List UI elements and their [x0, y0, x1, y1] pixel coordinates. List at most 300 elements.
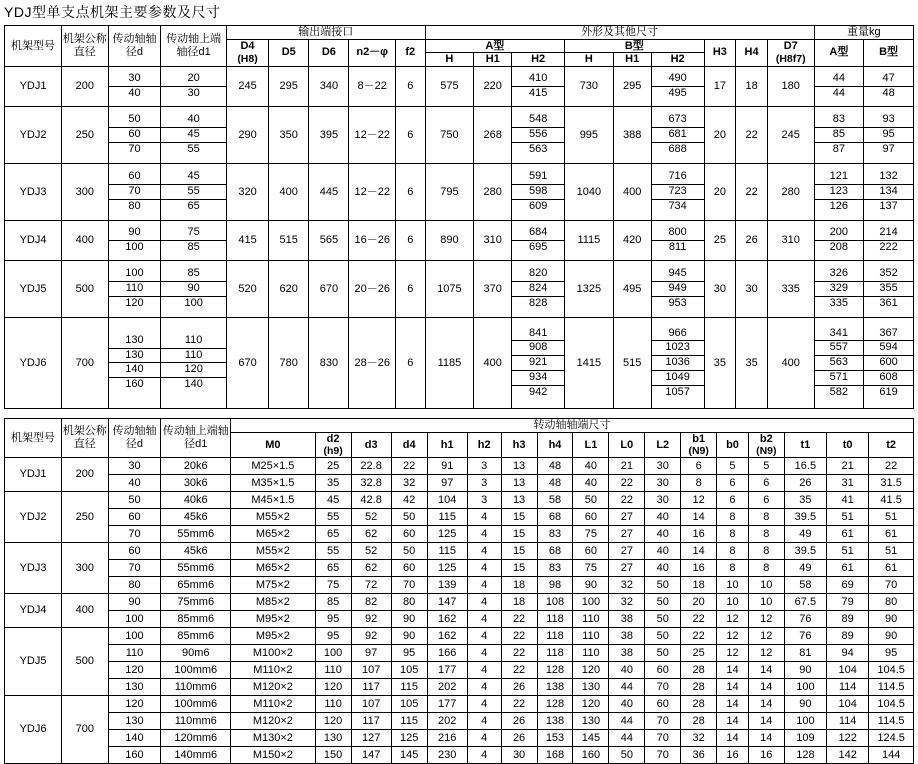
table-row [5, 317, 914, 408]
stack-value: 609 [528, 199, 548, 212]
l0-cell: 21 [609, 458, 645, 475]
th-d5: D5 [269, 39, 309, 66]
stack-value: 120 [125, 296, 144, 309]
l2-cell: 70 [645, 713, 681, 730]
frame-type-cell: YDJ5 [5, 260, 62, 317]
upper-shaft-dia-cell: 75mm6 [161, 594, 231, 611]
b-h2-cell [651, 106, 704, 163]
l1-cell: 120 [573, 696, 609, 713]
m0-cell: M130×2 [231, 730, 316, 747]
d2-cell: 65 [315, 560, 351, 577]
d4-cell: 50 [391, 543, 427, 560]
stack-value: 160 [125, 378, 144, 391]
d7-cell: 245 [767, 106, 814, 163]
t1-cell: 49 [784, 526, 826, 543]
b0-cell: 8 [717, 509, 749, 526]
b1-cell: 28 [681, 713, 717, 730]
d5-cell: 780 [269, 317, 309, 408]
t0-cell: 61 [827, 560, 869, 577]
nominal-dia-cell: 700 [62, 317, 108, 408]
stack-value: 828 [528, 296, 548, 309]
stack-value: 95 [864, 128, 913, 143]
l0-cell: 38 [609, 645, 645, 662]
b1-cell: 14 [681, 509, 717, 526]
table-row [5, 66, 914, 106]
table-row [5, 163, 914, 220]
upper-shaft-dia-cell [161, 220, 227, 260]
n2-cell: 28－26 [349, 317, 395, 408]
weight-a-cell [814, 220, 864, 260]
h4-cell: 108 [537, 594, 573, 611]
stack-value: 355 [864, 282, 913, 297]
m0-cell: M25×1.5 [231, 458, 316, 475]
d4-cell: 125 [391, 730, 427, 747]
t1-cell: 100 [784, 713, 826, 730]
upper-shaft-dia-cell: 65mm6 [161, 577, 231, 594]
th2-frame-type: 机架型号 [5, 418, 62, 457]
t2-cell: 31.5 [869, 475, 914, 492]
d6-cell: 670 [309, 260, 349, 317]
b1-cell: 12 [681, 492, 717, 509]
d3-cell: 92 [351, 628, 391, 645]
upper-shaft-dia-cell [161, 106, 227, 163]
l0-cell: 27 [609, 543, 645, 560]
l0-cell: 22 [609, 475, 645, 492]
stack-value: 594 [864, 341, 913, 356]
h2-cell: 4 [467, 577, 501, 594]
stack-value: 93 [864, 113, 913, 128]
stack-value: 47 [864, 72, 913, 87]
shaft-dia-cell: 60 [108, 509, 161, 526]
frame-type-cell: YDJ2 [5, 106, 62, 163]
th2-b0: b0 [717, 432, 749, 458]
stack-value: 734 [668, 199, 687, 212]
t1-cell: 39.5 [784, 509, 826, 526]
l0-cell: 38 [609, 628, 645, 645]
h4-cell: 68 [537, 509, 573, 526]
weight-a-cell [814, 106, 864, 163]
a-h-cell: 1075 [425, 260, 474, 317]
th2-d2-tol: (h9) [323, 445, 343, 458]
stack-value: 600 [864, 356, 913, 371]
shaft-dia-cell: 40 [108, 475, 161, 492]
d3-cell: 42.8 [351, 492, 391, 509]
h4-cell: 98 [537, 577, 573, 594]
d5-cell: 515 [269, 220, 309, 260]
frame-type-cell: YDJ5 [5, 628, 62, 696]
t0-cell: 122 [827, 730, 869, 747]
frame-type-cell: YDJ1 [5, 458, 62, 492]
upper-shaft-dia-cell: 45k6 [161, 543, 231, 560]
l2-cell: 40 [645, 509, 681, 526]
d5-cell: 400 [269, 163, 309, 220]
th2-h3: h3 [501, 432, 537, 458]
d3-cell: 117 [351, 713, 391, 730]
table-row [5, 730, 914, 747]
stack-value: 824 [512, 282, 564, 297]
t2-cell: 41.5 [869, 492, 914, 509]
t2-cell: 124.5 [869, 730, 914, 747]
stack-value: 70 [109, 185, 161, 200]
page-title: YDJ型单支点机架主要参数及尺寸 [4, 4, 221, 20]
shaft-dia-cell: 50 [108, 492, 161, 509]
m0-cell: M65×2 [231, 526, 316, 543]
d4-cell: 105 [391, 662, 427, 679]
stack-value: 352 [864, 267, 913, 282]
th-type-a: A型 [425, 39, 564, 53]
b-h-cell: 995 [565, 106, 614, 163]
d4-cell: 90 [391, 611, 427, 628]
upper-shaft-dia-cell: 40k6 [161, 492, 231, 509]
t1-cell: 90 [784, 696, 826, 713]
d4-cell: 50 [391, 509, 427, 526]
l1-cell: 50 [573, 492, 609, 509]
th-d6: D6 [309, 39, 349, 66]
h4-cell: 30 [736, 260, 768, 317]
d2-cell: 95 [315, 628, 351, 645]
stack-value: 820 [512, 267, 564, 282]
upper-shaft-dia-cell: 110mm6 [161, 679, 231, 696]
stack-value: 598 [512, 185, 564, 200]
b2-cell: 6 [748, 492, 784, 509]
l2-cell: 70 [645, 679, 681, 696]
b2-cell: 6 [748, 475, 784, 492]
th-b-h1: H1 [613, 53, 651, 67]
h3-cell: 22 [501, 628, 537, 645]
t0-cell: 21 [827, 458, 869, 475]
h1-cell: 104 [427, 492, 467, 509]
th2-t0: t0 [827, 432, 869, 458]
m0-cell: M55×2 [231, 509, 316, 526]
b2-cell: 8 [748, 509, 784, 526]
nominal-dia-cell: 200 [62, 458, 108, 492]
th2-t1: t1 [784, 432, 826, 458]
b2-cell: 12 [748, 628, 784, 645]
th2-m0: M0 [231, 432, 316, 458]
table-row [5, 220, 914, 260]
b2-cell: 14 [748, 679, 784, 696]
shaft-dia-cell: 70 [108, 526, 161, 543]
shaft-dia-cell: 130 [108, 713, 161, 730]
d2-cell: 75 [315, 577, 351, 594]
l2-cell: 30 [645, 458, 681, 475]
a-h-cell: 750 [425, 106, 474, 163]
t2-cell: 104.5 [869, 696, 914, 713]
b0-cell: 14 [717, 713, 749, 730]
h1-cell: 216 [427, 730, 467, 747]
stack-value: 130 [109, 349, 161, 364]
stack-value: 55 [187, 142, 200, 155]
b-h1-cell: 295 [613, 66, 651, 106]
n2-cell: 20－26 [349, 260, 395, 317]
f2-cell: 6 [395, 66, 425, 106]
l1-cell: 40 [573, 475, 609, 492]
th-frame-type: 机架型号 [5, 26, 62, 67]
d2-cell: 55 [315, 509, 351, 526]
table-row [5, 526, 914, 543]
d7-cell: 280 [767, 163, 814, 220]
th2-l0: L0 [609, 432, 645, 458]
stack-value: 140 [109, 363, 161, 378]
t2-cell: 114.5 [869, 679, 914, 696]
stack-value: 811 [668, 240, 687, 253]
t2-cell: 51 [869, 543, 914, 560]
stack-value: 48 [882, 86, 895, 99]
stack-value: 208 [829, 240, 849, 253]
d5-cell: 295 [269, 66, 309, 106]
l1-cell: 110 [573, 628, 609, 645]
table-row [5, 475, 914, 492]
stack-value: 60 [109, 170, 161, 185]
d5-cell: 620 [269, 260, 309, 317]
stack-value: 1049 [652, 371, 704, 386]
a-h2-cell [512, 260, 565, 317]
l2-cell: 50 [645, 628, 681, 645]
b0-cell: 12 [717, 645, 749, 662]
h3-cell: 13 [501, 458, 537, 475]
h4-cell: 118 [537, 611, 573, 628]
h4-cell: 22 [736, 106, 768, 163]
d3-cell: 52 [351, 509, 391, 526]
stack-value: 548 [512, 113, 564, 128]
stack-value: 608 [864, 371, 913, 386]
stack-value: 40 [128, 86, 141, 99]
t1-cell: 26 [784, 475, 826, 492]
th2-d3: d3 [351, 432, 391, 458]
stack-value: 85 [187, 240, 200, 253]
stack-value: 30 [187, 86, 200, 99]
l0-cell: 44 [609, 679, 645, 696]
table-row [5, 628, 914, 645]
l1-cell: 160 [573, 747, 609, 764]
b2-cell: 8 [748, 526, 784, 543]
h3-cell: 26 [501, 713, 537, 730]
d3-cell: 32.8 [351, 475, 391, 492]
t0-cell: 41 [827, 492, 869, 509]
stack-value: 200 [815, 226, 864, 241]
h3-cell: 20 [704, 106, 736, 163]
m0-cell: M120×2 [231, 679, 316, 696]
l1-cell: 130 [573, 713, 609, 730]
d4-cell: 95 [391, 645, 427, 662]
weight-a-cell [814, 260, 864, 317]
d7-cell: 180 [767, 66, 814, 106]
stack-value: 83 [815, 113, 864, 128]
d3-cell: 22.8 [351, 458, 391, 475]
t1-cell: 128 [784, 747, 826, 764]
th-weight-b: B型 [864, 39, 914, 66]
nominal-dia-cell: 700 [62, 696, 108, 764]
b1-cell: 16 [681, 560, 717, 577]
b2-cell: 12 [748, 645, 784, 662]
th2-h2: h2 [467, 432, 501, 458]
d3-cell: 92 [351, 611, 391, 628]
m0-cell: M65×2 [231, 560, 316, 577]
a-h-cell: 575 [425, 66, 474, 106]
b-h1-cell: 515 [613, 317, 651, 408]
stack-value: 137 [879, 199, 898, 212]
upper-shaft-dia-cell: 100mm6 [161, 696, 231, 713]
stack-value: 222 [879, 240, 898, 253]
h2-cell: 4 [467, 662, 501, 679]
frame-type-cell: YDJ1 [5, 66, 62, 106]
l0-cell: 27 [609, 526, 645, 543]
l2-cell: 40 [645, 526, 681, 543]
stack-value: 495 [668, 86, 687, 99]
d2-cell: 120 [315, 679, 351, 696]
shaft-dia-cell: 140 [108, 730, 161, 747]
t0-cell: 51 [827, 509, 869, 526]
upper-shaft-dia-cell: 110mm6 [161, 713, 231, 730]
th2-b2 [748, 432, 784, 458]
h3-cell: 18 [501, 594, 537, 611]
h4-cell: 128 [537, 662, 573, 679]
d2-cell: 110 [315, 662, 351, 679]
h3-cell: 35 [704, 317, 736, 408]
stack-value: 945 [652, 267, 704, 282]
l0-cell: 32 [609, 577, 645, 594]
m0-cell: M120×2 [231, 713, 316, 730]
weight-b-cell [864, 220, 914, 260]
th-h3: H3 [704, 39, 736, 66]
stack-value: 341 [815, 327, 864, 342]
shaft-dia-cell [108, 317, 161, 408]
shaft-dia-cell: 80 [108, 577, 161, 594]
l2-cell: 40 [645, 543, 681, 560]
h4-cell: 138 [537, 679, 573, 696]
l2-cell: 30 [645, 475, 681, 492]
d2-cell: 45 [315, 492, 351, 509]
th2-t2: t2 [869, 432, 914, 458]
h4-cell: 18 [736, 66, 768, 106]
d6-cell: 565 [309, 220, 349, 260]
d4-cell: 32 [391, 475, 427, 492]
m0-cell: M85×2 [231, 594, 316, 611]
f2-cell: 6 [395, 106, 425, 163]
b2-cell: 14 [748, 662, 784, 679]
table-row [5, 713, 914, 730]
h2-cell: 4 [467, 713, 501, 730]
shaft-end-dimensions-table [4, 418, 914, 764]
h3-cell: 15 [501, 543, 537, 560]
stack-value: 65 [187, 199, 200, 212]
table-row [5, 577, 914, 594]
d3-cell: 117 [351, 679, 391, 696]
shaft-dia-cell [108, 106, 161, 163]
b1-cell: 6 [681, 458, 717, 475]
stack-value: 942 [528, 385, 548, 398]
weight-a-cell [814, 66, 864, 106]
t2-cell: 90 [869, 628, 914, 645]
b-h-cell: 1325 [565, 260, 614, 317]
th2-upper-shaft-dia: 传动轴上端轴径d1 [161, 418, 231, 457]
t1-cell: 16.5 [784, 458, 826, 475]
d4-cell: 90 [391, 628, 427, 645]
th2-l1: L1 [573, 432, 609, 458]
b0-cell: 10 [717, 577, 749, 594]
h1-cell: 91 [427, 458, 467, 475]
stack-value: 140 [184, 378, 203, 391]
h1-cell: 97 [427, 475, 467, 492]
l2-cell: 50 [645, 577, 681, 594]
b0-cell: 6 [717, 475, 749, 492]
stack-value: 582 [829, 385, 849, 398]
th-d7-label: D7 [783, 40, 798, 53]
th2-d2-label: d2 [326, 432, 340, 445]
b-h2-cell [651, 317, 704, 408]
nominal-dia-cell: 250 [62, 106, 108, 163]
b1-cell: 25 [681, 645, 717, 662]
table-row [5, 260, 914, 317]
b1-cell: 28 [681, 696, 717, 713]
h3-cell: 17 [704, 66, 736, 106]
stack-value: 85 [161, 267, 226, 282]
h3-cell: 22 [501, 696, 537, 713]
th-upper-shaft-dia: 传动轴上端轴径d1 [161, 26, 227, 67]
frame-type-cell: YDJ2 [5, 492, 62, 543]
n2-cell: 12－22 [349, 106, 395, 163]
d3-cell: 147 [351, 747, 391, 764]
th-h4: H4 [736, 39, 768, 66]
stack-value: 563 [815, 356, 864, 371]
m0-cell: M75×2 [231, 577, 316, 594]
l1-cell: 130 [573, 679, 609, 696]
l2-cell: 60 [645, 662, 681, 679]
table-row [5, 509, 914, 526]
m0-cell: M45×1.5 [231, 492, 316, 509]
stack-value: 966 [652, 327, 704, 342]
table-row [5, 696, 914, 713]
upper-shaft-dia-cell: 100mm6 [161, 662, 231, 679]
t1-cell: 90 [784, 662, 826, 679]
th-b-h: H [565, 53, 614, 67]
h1-cell: 177 [427, 696, 467, 713]
t1-cell: 81 [784, 645, 826, 662]
h4-cell: 153 [537, 730, 573, 747]
n2-cell: 8－22 [349, 66, 395, 106]
m0-cell: M100×2 [231, 645, 316, 662]
l1-cell: 100 [573, 594, 609, 611]
t1-cell: 49 [784, 560, 826, 577]
b1-cell: 28 [681, 662, 717, 679]
h1-cell: 125 [427, 560, 467, 577]
b0-cell: 8 [717, 560, 749, 577]
d2-cell: 150 [315, 747, 351, 764]
d4-cell: 22 [391, 458, 427, 475]
h2-cell: 4 [467, 696, 501, 713]
t1-cell: 76 [784, 611, 826, 628]
b2-cell: 12 [748, 611, 784, 628]
stack-value: 85 [815, 128, 864, 143]
weight-b-cell [864, 66, 914, 106]
shaft-dia-cell: 100 [108, 611, 161, 628]
a-h-cell: 890 [425, 220, 474, 260]
l1-cell: 60 [573, 543, 609, 560]
stack-value: 110 [161, 334, 226, 349]
t1-cell: 35 [784, 492, 826, 509]
th2-l2: L2 [645, 432, 681, 458]
stack-value: 800 [652, 226, 704, 241]
stack-value: 132 [864, 170, 913, 185]
stack-value: 1023 [652, 341, 704, 356]
th2-group: 转动轴轴端尺寸 [231, 418, 914, 432]
b-h-cell: 1115 [565, 220, 614, 260]
b0-cell: 8 [717, 526, 749, 543]
th-f2: f2 [395, 39, 425, 66]
h3-cell: 15 [501, 560, 537, 577]
l1-cell: 40 [573, 458, 609, 475]
nominal-dia-cell: 200 [62, 66, 108, 106]
